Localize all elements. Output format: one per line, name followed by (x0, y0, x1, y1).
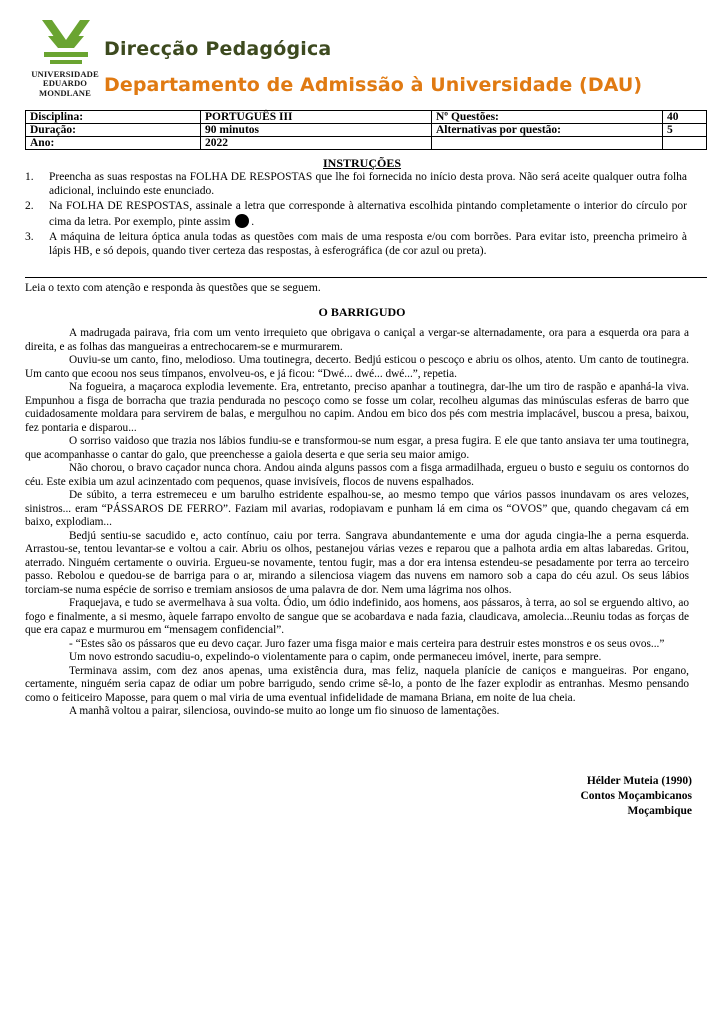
paragraph: Não chorou, o bravo caçador nunca chora. Andou ainda alguns passos com a fisga armadilhada, ergueu o busto e seguiu os contornos do céu. Este exibia um azul acinzentado com pequenos, quase invisíveis, flocos de nuvens espalhados. (25, 462, 689, 488)
item-number: 2. (25, 200, 34, 213)
table-cell: 5 (663, 124, 707, 137)
exam-info-table (25, 110, 707, 150)
paragraph: O sorriso vaidoso que trazia nos lábios fundiu-se e transformou-se num esgar, a presa fugira. E ele que tanto ansiava ter uma toutinegra, que acompanhasse o cantar do galo, que preenchesse a gaiola deserta e que seria seu maior amigo. (25, 435, 689, 461)
department-title: Departamento de Admissão à Universidade (DAU) (104, 74, 643, 96)
instructions-title: INSTRUÇÕES (322, 156, 402, 170)
document-header (30, 16, 710, 106)
table-cell: Duração: (26, 124, 201, 137)
table-row (26, 137, 707, 150)
table-cell: Nº Questões: (432, 111, 663, 124)
paragraph: Um novo estrondo sacudiu-o, expelindo-o violentamente para o capim, onde permaneceu imóvel, inerte, para sempre. (69, 651, 602, 663)
paragraph: Terminava assim, com dez anos apenas, uma existência dura, mas feliz, naquela planície de caniços e mangueiras. Por engano, certamente, ninguém seria capaz de odiar um pobre barrigudo, sendo crime sê-lo, a ponto de lhe fazer explodir as entranhas. Mesmo pensando como o feiticeiro Maposse, para quem o mal viria de uma eventual infidelidade de mamana Briana, em noite de lua cheia. (25, 664, 689, 704)
item-text: A máquina de leitura óptica anula todas as questões com mais de uma resposta e/ou com borrões. Para evitar isto, preencha primeiro à lápis HB, e só depois, quando tiver certeza das respostas, à esferográfica (de cor azul ou preta). (49, 230, 687, 258)
table-cell: 2022 (201, 137, 432, 150)
paragraph: A madrugada pairava, fria com um vento irrequieto que obrigava o caniçal a vergar-se alternadamente, ora para a esquerda ora para a direita, e as folhas das mangueiras a entrechocarem-se e murmurarem. (25, 327, 689, 353)
paragraph: - “Estes são os pássaros que eu devo caçar. Juro fazer uma fisga maior e mais certeira para destruir estes monstros e os seus ovos...” (69, 637, 665, 650)
credit-author: Hélder Muteia (1990) (586, 775, 692, 787)
item-text: Na FOLHA DE RESPOSTAS, assinale a letra que corresponde à alternativa escolhida pintando completamente o interior do círculo por cima da letra. Por exemplo, pinte assim (49, 200, 687, 228)
paragraph: Na fogueira, a maçaroca explodia levemente. Era, entretanto, preciso apanhar a toutinegra, dar-lhe um tiro de raspão e apanhá-la viva. Empunhou a fisga de borracha que trazia pendurada no pescoço como se fosse um colar, recolheu algumas das minúsculas esferas de barro que cuidadosamente moldara para servirem de balas, e mergulhou no capim. Andou em bico dos pés com mestria implacável, buscou a presa, baixou, fez pontaria e disparou... (25, 381, 689, 434)
paragraph: Bedjú sentiu-se sacudido e, acto contínuo, caiu por terra. Sangrava abundantemente e uma dor aguda cingia-lhe a perna esquerda. Arrastou-se, tentou levantar-se e voltou a cair. Abriu os olhos, pestanejou várias vezes e reparou que a palhota ardia em altas labaredas. Gritou, aterrado. Ninguém certamente o ouviria. Ergueu-se novamente, tentou fugir, mas a dor era intensa estendeu-se pesadamente por terra ao terceiro passo. Rebolou e quedou-se de barriga para o ar, mirando a silenciosa viagem das nuvens em namoro sob a capa do céu azul. Os seus lábios torciam-se numa espécie de sorriso e tremiam ansiosos de uma palavra de dor. Nem uma lágrima nos olhos. (25, 529, 689, 596)
item-text: Preencha as suas respostas na FOLHA DE RESPOSTAS que lhe foi fornecida no início desta prova. Não será aceite qualquer outra folha adicional, incluindo este enunciado. (49, 171, 687, 198)
reading-instruction: Leia o texto com atenção e responda às questões que se seguem. (25, 277, 707, 295)
list-item (25, 199, 687, 228)
table-cell: Alternativas por questão: (432, 124, 663, 137)
table-cell: Disciplina: (26, 111, 201, 124)
item-number: 1. (25, 171, 34, 183)
item-text-end: . (251, 215, 255, 228)
university-line-1: UNIVERSIDADE (31, 69, 99, 79)
paragraph: De súbito, a terra estremeceu e um barulho estridente espalhou-se, ao mesmo tempo que vários passos inundavam os ares velozes, sinistros... eram “PÁSSAROS DE FERRO”. Faziam mil avarias, rodopiavam e punham lá em cima os “OVOS” que, quando chegavam cá em baixo, explodiam... (25, 489, 689, 528)
list-item (25, 170, 687, 198)
university-line-2: EDUARDO (42, 78, 88, 89)
paragraph: A manhã voltou a pairar, silenciosa, ouvindo-se muito ao longe um fio sinuoso de lamentações. (69, 705, 500, 717)
table-cell (663, 137, 707, 150)
table-row (26, 111, 707, 124)
table-cell: PORTUGUÊS III (201, 111, 432, 124)
filled-circle-icon (235, 214, 249, 228)
table-cell (432, 137, 663, 150)
table-row (26, 124, 707, 137)
instructions-list (25, 170, 687, 259)
paragraph: Fraquejava, e tudo se avermelhava à sua volta. Ódio, um ódio indefinido, aos homens, aos pássaros, à terra, ao sol se erguendo altivo, ao fogo e finalmente, a si mesmo, àquele farrapo envolto de sangue que se acobardava e nada fazia, claudicava, amolecia...Reuniu todas as forças de que era capaz e murmurou em “mensagem confidencial”. (25, 597, 689, 636)
list-item (25, 230, 687, 258)
source-credit (581, 774, 693, 819)
story-body (25, 327, 689, 719)
credit-country: Moçambique (627, 805, 692, 817)
table-cell: Ano: (26, 137, 201, 150)
credit-book: Contos Moçambicanos (580, 790, 692, 802)
paragraph: Ouviu-se um canto, fino, melodioso. Uma toutinegra, decerto. Bedjú esticou o pescoço e abriu os olhos, atento. Um canto de toutinegra. Um canto que ecoou nos seus tímpanos, envolveu-os, e já ficou: “Dwé... dwé... dwé...”, repetia. (25, 354, 689, 380)
logo-emblem-icon (38, 16, 94, 68)
university-name (30, 70, 100, 98)
story-title: O BARRIGUDO (318, 305, 406, 319)
table-cell: 90 minutos (201, 124, 432, 137)
item-number: 3. (25, 230, 34, 243)
direction-title: Direcção Pedagógica (104, 38, 332, 60)
university-logo (30, 16, 100, 104)
university-line-3: MONDLANE (39, 87, 91, 98)
table-cell: 40 (663, 111, 707, 124)
